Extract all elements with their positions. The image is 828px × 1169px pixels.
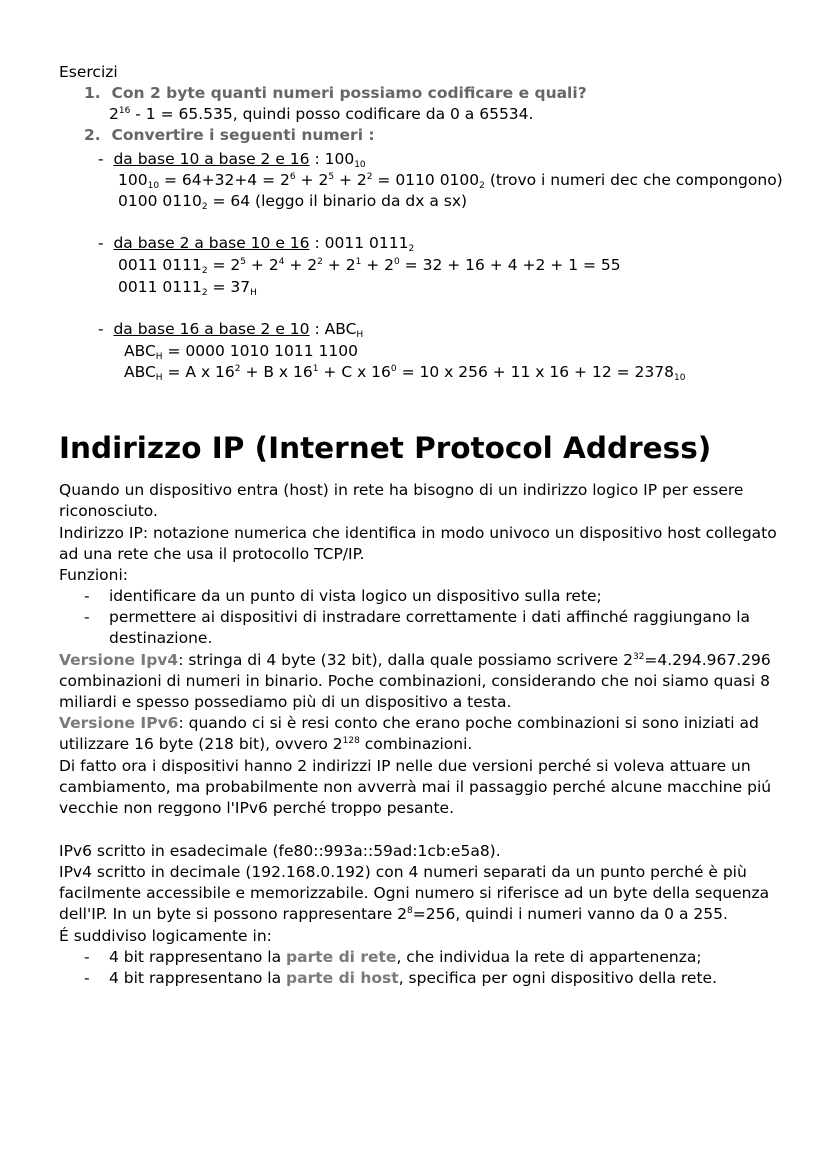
list-bullet: - — [84, 608, 90, 626]
paragraph-line: dell'IP. In un byte si possono rappresentare $2^8=256$, quindi i numeri vanno da 0 a 255. — [59, 905, 728, 923]
conversion-3-line-1: $ABC_H = 0000$ 1010 1011 1100 — [124, 342, 358, 362]
page-title: Indirizzo IP (Internet Protocol Address) — [59, 431, 712, 465]
exercise-1-answer: $2^{16} - 1 = 65.535$, quindi posso codificare da 0 a 65534. — [109, 105, 534, 123]
list-item: 4 bit rappresentano la parte di host, specifica per ogni dispositivo della rete. — [109, 969, 717, 987]
paragraph-line: IPv6 scritto in esadecimale (fe80::993a::59ad:1cb:e5a8). — [59, 842, 501, 860]
conversion-1-line-1: $100_{10} = 64+32+4 = 2^6 + 2^5 + 2^2 = 0110$ $0100_2$ (trovo i numeri dec che compongono) — [118, 171, 783, 191]
paragraph-line: Quando un dispositivo entra (host) in rete ha bisogno di un indirizzo logico IP per essere — [59, 481, 744, 499]
paragraph-line: cambiamento, ma probabilmente non avverrà mai il passaggio perché alcune macchine piú — [59, 778, 772, 796]
paragraph-line: Di fatto ora i dispositivi hanno 2 indirizzi IP nelle due versioni perché si voleva attuare un — [59, 757, 751, 775]
ipv6-line-2: utilizzare 16 byte (218 bit), ovvero $2^{128}$ combinazioni. — [59, 735, 473, 753]
list-item-continuation: destinazione. — [109, 629, 213, 647]
ipv4-line-1: Versione Ipv4: stringa di 4 byte (32 bit), dalla quale possiamo scrivere $2^{32}=4.294.967.296$ — [59, 651, 771, 669]
paragraph-line: ad una rete che usa il protocollo TCP/IP. — [59, 545, 365, 563]
conversion-3-heading: - da base 16 a base 2 e 10 : $ABC_H$ — [98, 320, 364, 340]
paragraph-line: vecchie non reggono l'IPv6 perché troppo pesante. — [59, 799, 455, 817]
paragraph-line: IPv4 scritto in decimale (192.168.0.192) con 4 numeri separati da un punto perché è più — [59, 863, 747, 881]
paragraph-line: miliardi e spesso possediamo più di un dispositivo a testa. — [59, 693, 512, 711]
list-item: 4 bit rappresentano la parte di rete, che individua la rete di appartenenza; — [109, 948, 702, 966]
list-bullet: - — [84, 587, 90, 605]
conversion-2-line-1: 0011 $0111_2 = 2^5 + 2^4 + 2^2 + 2^1 + 2^0 = 32 + 16 + 4 +2 + 1 = 55$ — [118, 256, 621, 276]
list-bullet: - — [84, 969, 90, 987]
paragraph-line: riconosciuto. — [59, 502, 158, 520]
paragraph-line: Funzioni: — [59, 566, 128, 584]
conversion-2-line-2: 0011 $0111_2 = 37_H$ — [118, 278, 257, 298]
paragraph-line: É suddiviso logicamente in: — [59, 927, 272, 945]
list-item: permettere ai dispositivi di instradare correttamente i dati affinché raggiungano la — [109, 608, 751, 626]
conversion-1-line-2: 0100 $0110_2 = 64$ (leggo il binario da dx a sx) — [118, 192, 468, 212]
list-item: identificare da un punto di vista logico un dispositivo sulla rete; — [109, 587, 602, 605]
conversion-2-heading: - da base 2 a base 10 e 16 : 0011 $0111_2$ — [98, 234, 415, 254]
list-bullet: - — [84, 948, 90, 966]
conversion-1-heading: - da base 10 a base 2 e 16 : $100_{10}$ — [98, 150, 366, 170]
ipv6-line-1: Versione IPv6: quando ci si è resi conto che erano poche combinazioni si sono iniziati ad — [59, 714, 759, 732]
paragraph-line: Indirizzo IP: notazione numerica che identifica in modo univoco un dispositivo host collegato — [59, 524, 777, 542]
exercise-1-title: 1. Con 2 byte quanti numeri possiamo codificare e quali? — [84, 84, 587, 102]
paragraph-line: facilmente accessibile e memorizzabile. Ogni numero si riferisce ad un byte della sequenza — [59, 884, 770, 902]
section-label: Esercizi — [59, 63, 118, 81]
paragraph-line: combinazioni di numeri in binario. Poche combinazioni, considerando che noi siamo quasi 8 — [59, 672, 770, 690]
conversion-3-line-2: $ABC_H = A$ x $16^2 + B$ x $16^1 + C$ x $16^0 = 10$ x 256 + 11 x $16 + 12 = 2378_{10}$ — [124, 363, 686, 383]
exercise-2-title: 2. Convertire i seguenti numeri : — [84, 126, 375, 144]
